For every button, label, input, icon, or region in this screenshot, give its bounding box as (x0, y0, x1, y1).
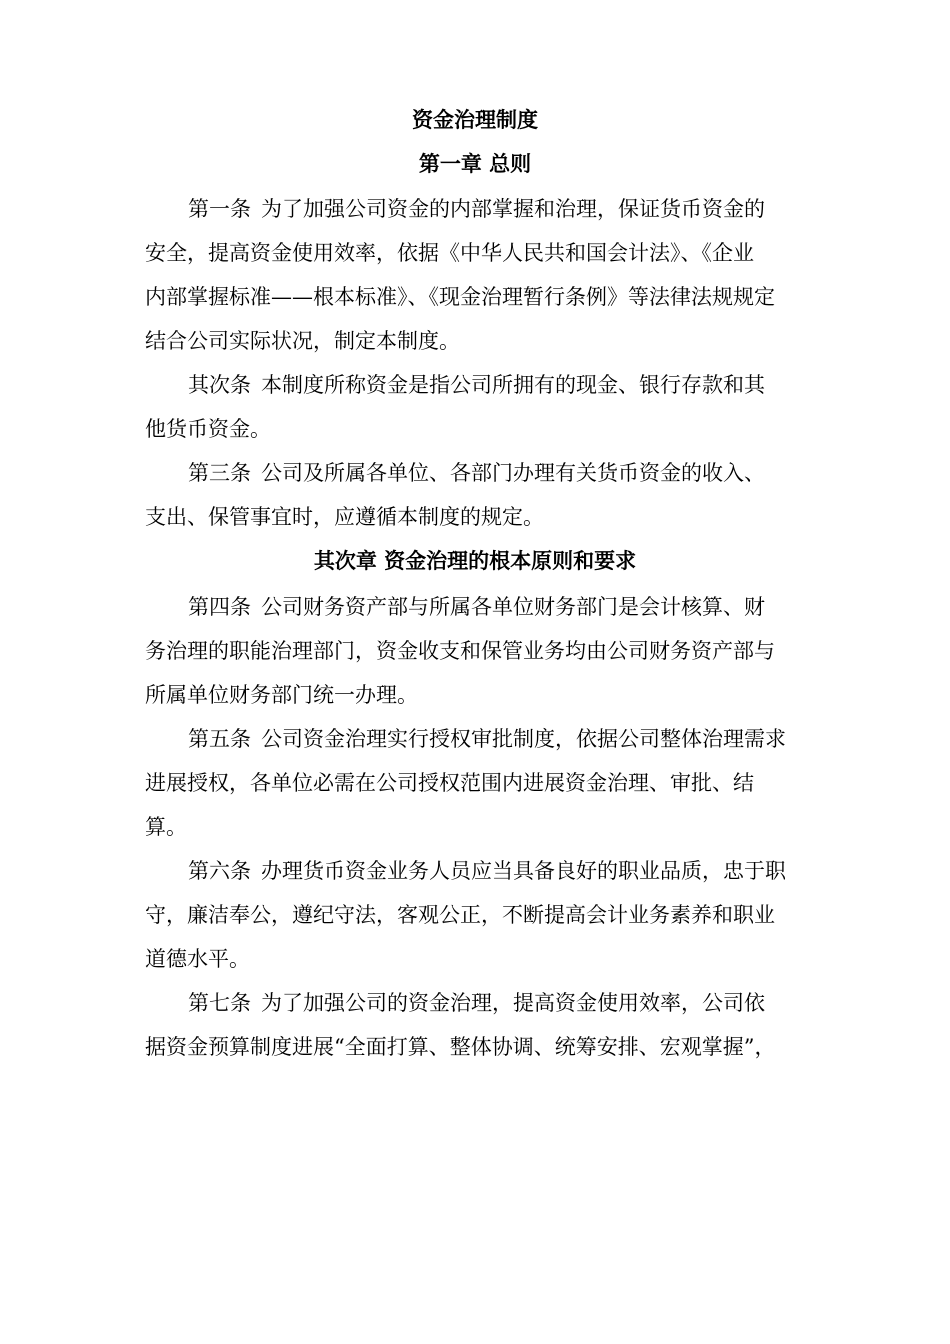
article-text: 守，廉洁奉公，遵纪守法，客观公正，不断提高会计业务素养和职业 (145, 903, 775, 927)
article-text: 安全，提高资金使用效率，依据《中华人民共和国会计法》、《企业 (145, 241, 754, 265)
article-number: 第五条 (188, 727, 251, 751)
article-text: 公司资金治理实行授权审批制度，依据公司整体治理需求 (261, 727, 786, 751)
article-text: 所属单位财务部门统一办理。 (145, 683, 418, 707)
chapter-2-heading: 其次章 资金治理的根本原则和要求 (313, 548, 637, 573)
article-text: 道德水平。 (145, 947, 250, 971)
article-text: 内部掌握标准——根本标准》、《现金治理暂行条例》等法律法规规定 (145, 285, 775, 309)
article-text: 办理货币资金业务人员应当具备良好的职业品质，忠于职 (261, 859, 786, 883)
document-title: 资金治理制度 (412, 107, 538, 132)
article-number: 第七条 (188, 991, 251, 1015)
article-text: 结合公司实际状况，制定本制度。 (145, 329, 460, 353)
article-number: 第一条 (188, 197, 251, 221)
article-4 (188, 593, 765, 621)
article-text: 务治理的职能治理部门，资金收支和保管业务均由公司财务资产部与 (145, 639, 775, 663)
article-7 (188, 989, 765, 1017)
article-1 (188, 195, 765, 223)
article-number: 其次条 (188, 373, 251, 397)
article-6 (188, 857, 786, 885)
article-text: 进展授权，各单位必需在公司授权范围内进展资金治理、审批、结 (145, 771, 754, 795)
article-text: 为了加强公司资金的内部掌握和治理，保证货币资金的 (261, 197, 765, 221)
article-text: 公司及所属各单位、各部门办理有关货币资金的收入、 (261, 461, 765, 485)
article-text: 本制度所称资金是指公司所拥有的现金、银行存款和其 (261, 373, 765, 397)
article-5 (188, 725, 786, 753)
article-text: 为了加强公司的资金治理，提高资金使用效率，公司依 (261, 991, 765, 1015)
article-text: 公司财务资产部与所属各单位财务部门是会计核算、财 (261, 595, 765, 619)
article-number: 第六条 (188, 859, 251, 883)
article-text: 据资金预算制度进展“全面打算、整体协调、统筹安排、宏观掌握”， (145, 1035, 776, 1059)
article-2 (188, 371, 765, 399)
article-text: 支出、保管事宜时，应遵循本制度的规定。 (145, 505, 544, 529)
chapter-1-heading: 第一章 总则 (418, 151, 532, 176)
article-number: 第三条 (188, 461, 251, 485)
article-text: 算。 (145, 815, 187, 839)
article-number: 第四条 (188, 595, 251, 619)
article-text: 他货币资金。 (145, 417, 271, 441)
article-3 (188, 459, 765, 487)
